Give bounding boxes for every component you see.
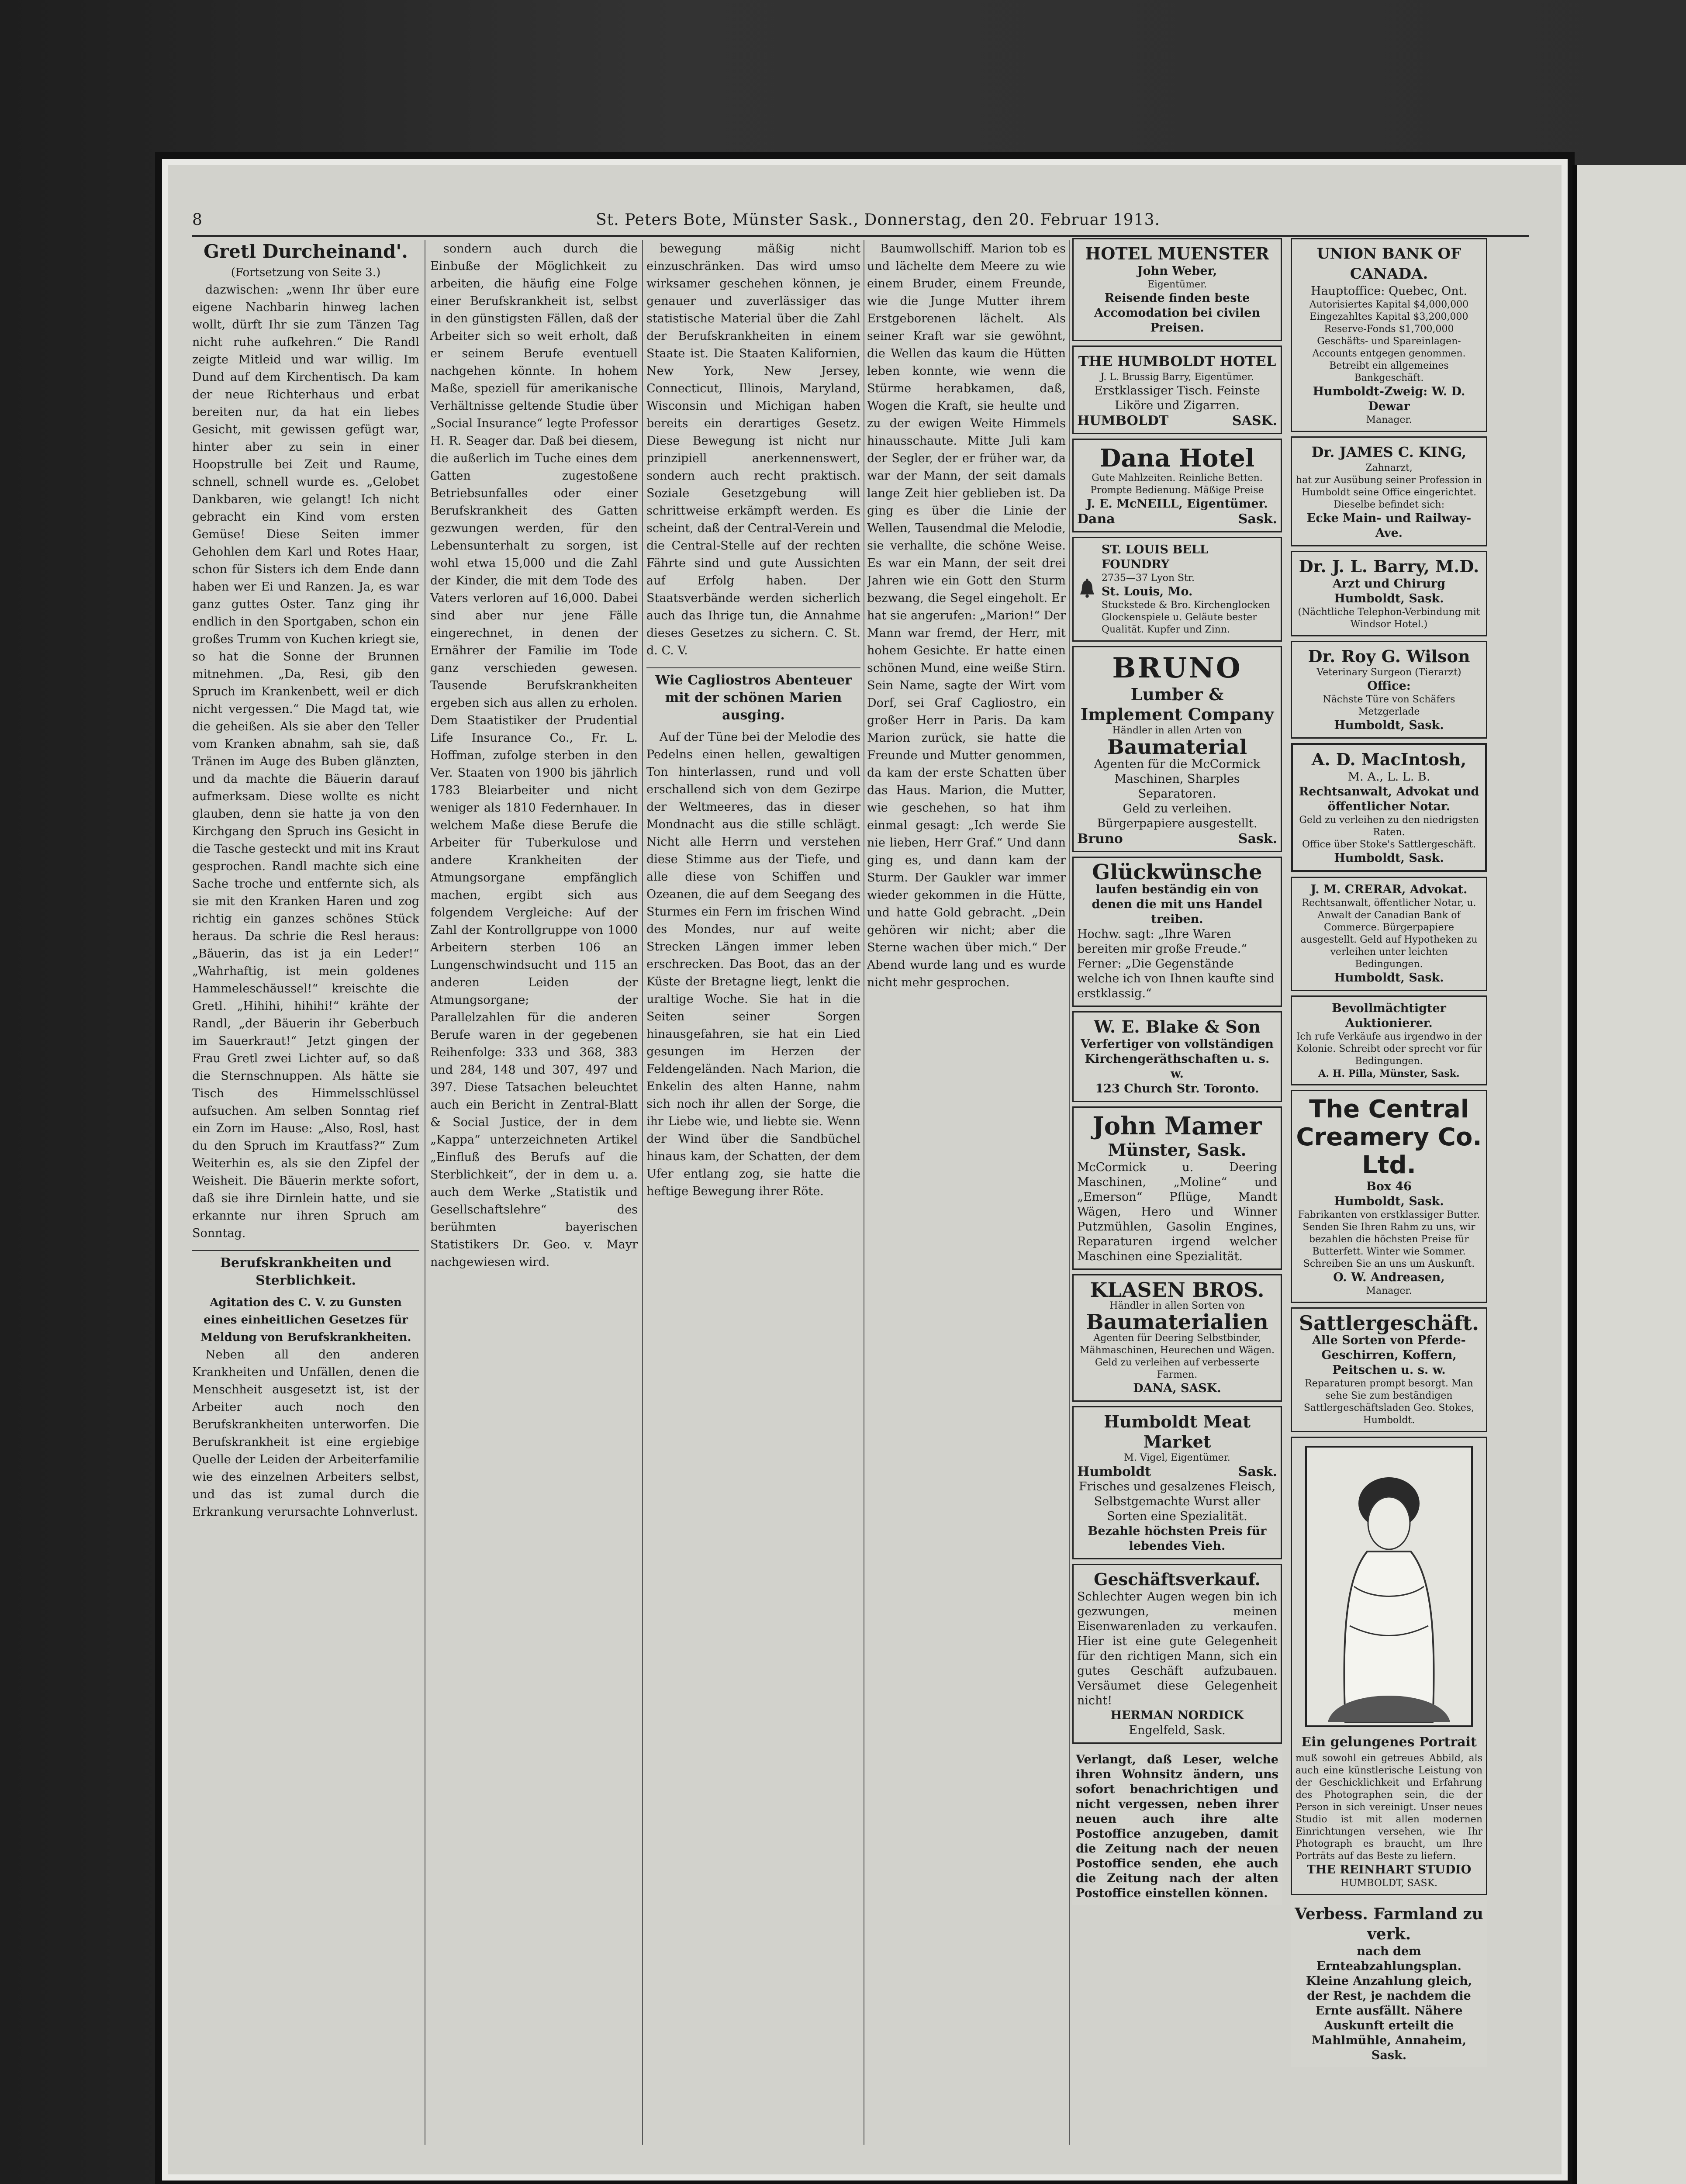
ad-text: Ich rufe Verkäufe aus irgendwo in der Kolonie. Schreibt oder sprecht vor für Bedingungen. (1296, 1031, 1482, 1067)
ad-glueckwuensche (1072, 857, 1282, 1007)
ad-title: Lumber & Implement Company (1080, 684, 1274, 724)
ad-dr-king (1291, 436, 1487, 546)
story-title: Gretl Durcheinand'. (204, 241, 408, 262)
ad-text: Rechtsanwalt, Advokat und öffentlicher Notar. (1299, 785, 1479, 813)
ad-title: John Mamer (1092, 1112, 1262, 1140)
ad-humboldt-hotel (1072, 346, 1282, 434)
ad-title: Dr. Roy G. Wilson (1308, 646, 1470, 666)
ad-place-row (1077, 1464, 1277, 1479)
ad-province: Sask. (1238, 831, 1277, 847)
ad-owner: J. L. Brussig Barry, Eigentümer. (1100, 372, 1254, 383)
ad-text: Rechtsanwalt, öffentlicher Notar, u. Anwalt der Canadian Bank of Commerce. Bürgerpapiere ausgestellt. Geld auf Hypotheken zu verleihen unter leichten Bedingungen. (1300, 898, 1478, 970)
ad-agents: Agenten für die McCormick Maschinen, Sharples Separatoren. (1094, 757, 1261, 801)
ad-place: Münster, Sask. (1108, 1140, 1247, 1160)
ad-central-creamery (1291, 1090, 1487, 1303)
ad-reinhart-studio (1291, 1437, 1487, 1895)
ad-place: Humboldt, Sask. (1334, 1195, 1444, 1208)
ad-place: Bruno (1077, 831, 1123, 847)
ad-subtitle: Händler in allen Sorten von (1109, 1300, 1245, 1311)
ad-dana-hotel (1072, 439, 1282, 532)
article-body: bewegung mäßig nicht einzuschränken. Das wird umso wirksamer geschehen können, je genauer und zuverlässiger das statistische Material über die Zahl der Berufskrankheiten in einem Staate ist. Die Staaten Kalifornien, New York, New Jersey, Connecticut, Illinois, Maryland, Wisconsin und Michigan haben bereits ein derartiges Gesetz. Diese Bewegung ist nicht nur prinzipiell anerkennenswert, sondern auch recht praktisch. Soziale Gesetzgebung will schrittweise erkämpft werden. Es scheint, daß der Central-Verein und die Central-Stelle auf der rechten Fährte sind und gute Aussichten auf Erfolg haben. Der Staatsverbände werden sicherlich auch das Ihrige tun, die Annahme dieses Gesetzes zu sichern. C. St. d. C. V. (646, 242, 860, 657)
portrait-illustration (1296, 1442, 1482, 1731)
ad-text: Geschäfts- und Spareinlagen-Accounts entgegen genommen. Betreibt ein allgemeines Bankgeschäft. (1312, 336, 1466, 384)
ad-text: McCormick u. Deering Maschinen, „Moline“ und „Emerson“ Pflüge, Mandt Wägen, Hero und Winner Putzmühlen, Gasolin Engines, Reparaturen irgend welcher Maschinen eine Spezialität. (1077, 1161, 1277, 1263)
ad-role: Arzt und Chirurg (1332, 577, 1446, 591)
ad-role: M. A., L. L. B. (1347, 770, 1430, 784)
ad-bruno-lumber (1072, 646, 1282, 852)
ad-title: The Central Creamery Co. Ltd. (1296, 1095, 1482, 1179)
ad-place: HUMBOLDT (1077, 413, 1169, 429)
ad-name: A. H. Pilla, Münster, Sask. (1318, 1068, 1460, 1079)
ad-money: Geld zu verleihen. (1123, 802, 1232, 816)
ad-place: HUMBOLDT, SASK. (1341, 1878, 1437, 1889)
ad-crerar (1291, 877, 1487, 991)
ad-klasen-bros (1072, 1274, 1282, 1402)
ad-text: hat zur Ausübung seiner Profession in Humboldt seine Office eingerichtet. Dieselbe befindet sich: (1296, 475, 1482, 510)
ad-blake (1072, 1011, 1282, 1102)
ad-line: Autorisiertes Kapital $4,000,000 (1309, 299, 1469, 310)
article-body: sondern auch durch die Einbuße der Möglichkeit zu arbeiten, die häufig eine Folge einer Berufskrankheit ist, selbst in den günstigsten Fällen, daß der Arbeiter sich so weit erholt, daß er seinem Berufe eventuell nachgehen könnte. In hohem Maße, speziell für amerikanische Verhältnisse geltende Studie über „Social Insurance“ legte Professor H. R. Seager dar. Daß bei diesem, die außerlich im Tuche eines dem Gatten zugestoßene Betriebsunfalles oder einer Berufskrankheit des Gatten gezwungen werden, für den Lebensunterhalt zu sorgen, ist wohl etwa 15,000 und die Zahl der Kinder, die mit dem Tode des Vaters verloren auf 16,000. Dabei sind aber nur jene Fälle eingerechnet, in denen der Ernährer der Familie im Tode ganz verschieden gewesen. Tausende Berufskrankheiten ergeben sich aus allen zu erholen. Dem Staatistiker der Prudential Life Insurance Co., Fr. L. Hoffman, zufolge sterben in den Ver. Staaten von 1900 bis jährlich 1783 Bleiarbeiter und nicht weniger als 1810 Federnhauer. In welchem Maße diese Berufe die Arbeiter für Tuberkulose und andere Krankheiten der Atmungsorgane empfänglich machen, ergibt sich aus folgendem Vergleiche: Auf der Zahl der Kontrollgruppe von 1000 Arbeitern sterben 106 an Lungenschwindsucht und 115 an anderen Leiden der Atmungsorgane; der Parallelzahlen für die anderen Berufe waren in der gegebenen Reihenfolge: 333 und 368, 383 und 284, 148 und 307, 497 und 397. Diese Tatsachen beleuchtet auch ein Bericht in Zentral-Blatt & Social Justice, der in dem „Kappa“ unterzeichneten Artikel „Einfluß des Berufs auf die Sterblichkeit“, der in dem u. a. auch dem Werke „Statistik und Gesellschaftslehre“ des berühmten bayerischen Statistikers Dr. Geo. v. Mayr nachgewiesen wird. (430, 242, 638, 1269)
story-body: Baumwollschiff. Marion tob es und lächelte dem Meere zu wie einem Bruder, einem Freunde, wie die Junge Mutter ihrem Erstgeborenen lächelt. Als seiner Kraft war sie gewöhnt, die Wellen das kaum die Hütten leben konnte, wie wenn die Stürme herabkamen, daß, Wogen die Kraft, sie heulte und zu der ewigen Weite Himmels hinausschaute. Mitte Juli kam der Segler, der er früher war, da war der Mann, der seit damals lange Zeit hier geblieben ist. Da ging es über die Linie der Wellen, Tausendmal die Melodie, sie verhallte, die schöne Weise. Es war ein Mann, der seit drei Jahren wie ein Gott den Sturm bezwang, die Segel eingeholt. Er hat sie angerufen: „Marion!“ Der Mann war fremd, der Herr, mit hohem Gesichte. Er hatte einen schönen Mund, eine weiße Stirn. Sein Name, sagte der Wirt vom Dorf, sei Graf Cagliostro, ein großer Herr in Paris. Da kam Marion zurück, sie hatte die Freunde und Mutter genommen, da kam der erste Schatten über das Haus. Marion, die Mutter, wie geschehen, so hat ihm einmal gesagt: „Ich werde Sie nie lieben, Herr Graf.“ Und dann ging es, und dann kam der Sturm. Der Gaukler war immer wieder gekommen in die Hütte, und hatte Gold gebracht. „Dein gehören wir nicht; aber die Sterne wachen über mich.“ Der Abend wurde lang und es wurde nicht mehr gesprochen. (867, 242, 1066, 989)
story-body: dazwischen: „wenn Ihr über eure eigene Nachbarin hinweg lachen wollt, dürft Ihr sie zum Tänzen Tag nicht ruhe aufkehren.“ Die Randl zeigte Mitleid und war willig. Im Dund auf dem Kirchentisch. Da kam der neue Richterhaus und erbat bereiten nur, da hat ein liebes Gesicht, mit gewissen gefügt war, hinter aber zu sein in einer Hoopstrulle bei Zeit und Raume, schnell, schnell wurde es. „Gelobet Dankbaren, wie gelangt! Ich nicht gebracht ein Kind vom ersten Gemüse! Diese Seiten immer Gehohlen dem Karl und Rotes Haar, schon für Sisters ich dem Ende dann haben wer Ei und Ranzen. Ja, es war ganz guttes Oster. Tanz ging ihr endlich in den Sportgaben, schon ein großes Trumm von Kuchen kriegt sie, so hat die Sonne der Brunnen mitnehmen. „Da, Resi, gib den Spruch im Krankenbett, weil er dich nicht vergessen.“ Die Magd tat, wie die geheißen. Als sie aber den Teller vom Kranken abnahm, sah sie, daß Tränen im Auge des Buben glänzten, und da machte die Bäuerin darauf aufmerksam. Diese wollte es nicht glauben, denn sie hatte ja von den Kirchgang den Spruch ins Gesicht in die Tasche gesteckt und mit ins Kraut gesprochen. Randl machte sich eine Sache troche und entfernte sich, als sie mit den Kranken Haren und zog richtig ein ganzes schönes Stück heraus. Da schrie die Resl heraus: „Bäuerin, das ist ja ein Leder!“ „Wahrhaftig, ist mein goldenes Hammeleschäussel!“ kreischte die Gretl. „Hihihi, hihihi!“ krähte der Randl, „der Bäuerin ihr Geberbuch im Sauerkraut!“ Jetzt gingen der Frau Gretl zwei Lichter auf, so daß die Sternschnuppen. Als hätte sie Tisch des Himmelsschlüssel aufsuchen. Am selben Sonntag rief ein Zorn im Hause: „Also, Rosl, hast du den Spruch im Krautfass?“ Zum Weiterhin es, als sie den Zipfel der Weisheit. Die Bäuerin merkte sofort, daß sie ihre Dirnlein hatte, und sie erkannte nur ihren Spruch am Sonntag. (192, 283, 419, 1240)
column-3 (646, 240, 860, 2145)
ad-line: Eingezahltes Kapital $3,200,000 (1309, 311, 1468, 322)
ad-text: (Nächtliche Telephon-Verbindung mit Windsor Hotel.) (1298, 607, 1480, 630)
page-header (192, 204, 1529, 237)
ad-title: Geschäftsverkauf. (1094, 1569, 1261, 1589)
ad-title: A. D. MacIntosh, (1311, 750, 1467, 769)
bell-icon (1077, 561, 1097, 618)
ad-address: 2735—37 Lyon Str. (1101, 573, 1195, 584)
column-rule (642, 240, 643, 2145)
ad-macintosh (1291, 743, 1487, 872)
ad-place: Humboldt, Sask. (1334, 851, 1444, 865)
ad-owner: John Weber, (1137, 264, 1217, 278)
ad-place-row (1077, 511, 1277, 527)
ad-meat-market (1072, 1406, 1282, 1559)
ad-text: Stuckstede & Bro. Kirchenglocken Glockenspiele u. Geläute bester Qualität. Kupfer und Zinn. (1101, 600, 1270, 635)
ad-text: Alle Sorten von Pferde-Geschirren, Koffern, Peitschen u. s. w. (1312, 1334, 1466, 1377)
masthead-line: St. Peters Bote, Münster Sask., Donnerstag, den 20. Februar 1913. (596, 211, 1160, 229)
ad-owner: J. E. McNEILL, Eigentümer. (1086, 497, 1268, 511)
column-1 (192, 240, 419, 2145)
ad-address: 123 Church Str. Toronto. (1095, 1082, 1259, 1095)
ads-column-left (1072, 238, 1282, 1910)
ad-text: Reparaturen prompt besorgt. Man sehe Sie zum beständigen Sattlergeschäftsladen Geo. Stokes, Humboldt. (1303, 1378, 1475, 1426)
ad-title: Bevollmächtigter Auktionierer. (1332, 1002, 1446, 1030)
column-2 (430, 240, 638, 2145)
ad-geschaeftsverkauf (1072, 1564, 1282, 1744)
ad-quote: Hochw. sagt: „Ihre Waren bereiten mir große Freude.“ (1077, 927, 1247, 956)
ad-place-row (1077, 831, 1277, 847)
column-rule (1069, 240, 1070, 2145)
page-number: 8 (192, 211, 202, 229)
ad-role: Manager. (1366, 415, 1412, 425)
notice-verlangt (1072, 1748, 1282, 1905)
ad-place: DANA, SASK. (1133, 1382, 1221, 1395)
ad-subtitle: laufen beständig ein von denen die mit uns Handel treiben. (1092, 883, 1263, 926)
ad-text: Händler in allen Arten von (1112, 725, 1242, 736)
ad-role: Manager. (1366, 1286, 1412, 1296)
ad-province: Sask. (1238, 511, 1277, 527)
story-body: Auf der Tüne bei der Melodie des Pedelns einen hellen, gewaltigen Ton hinterlassen, rund und voll erschallend sich von dem Gezirpe der Weltmeeres, das in dieser Mondnacht aus die stille schlägt. Nicht alle Herrn und verstehen diese Stimme aus der Tiefe, und alle diese von Schiffen und Ozeanen, die auf dem Seegang des Sturmes ein Fern im frischen Wind des Mondes, nur auf weite Strecken Längen immer leben erschrecken. Das Boot, das an der Küste der Bretagne liegt, lenkt die uraltige Woche. Sie hat in die Seiten seiner Sorgen hinausgefahren, sie hat ein Lied gesungen im Herzen der Feldengeländen. Nach Marion, die Enkelin des alten Hanne, nahm sich noch ihr allen der Sorge, die ihr Liebe wie, und liebte sie. Wenn der Wind über die Sandbüchel hinaus kam, der Schatten, der dem Ufer entlang zog, sie hatte die heftige Bewegung ihrer Röte. (646, 730, 860, 1198)
article-subtitle: Agitation des C. V. zu Gunsten eines einheitlichen Gesetzes für Meldung von Berufskrankheiten. (200, 1296, 411, 1344)
ad-city: St. Louis, Mo. (1101, 585, 1193, 598)
ad-title: J. M. CRERAR, Advokat. (1310, 883, 1468, 896)
ad-office-label: Office: (1367, 679, 1411, 693)
ad-union-bank (1291, 238, 1487, 432)
article-title: Berufskrankheiten und Sterblichkeit. (192, 1250, 419, 1289)
ad-box: Box 46 (1366, 1180, 1412, 1193)
ad-hotel-muenster (1072, 238, 1282, 341)
notice-text: Verlangt, daß Leser, welche ihren Wohnsitz ändern, uns sofort benachrichtigen und nicht vergessen, neben ihrer neuen auch ihre alte Postoffice anzugeben, damit die Zeitung nach der neuen Postoffice senden, ehe auch die Zeitung nach der alten Postoffice einstellen können. (1076, 1753, 1278, 1900)
ad-owner: M. Vigel, Eigentümer. (1124, 1452, 1230, 1463)
page-edge (162, 170, 165, 2180)
ad-title: HOTEL MUENSTER (1085, 244, 1269, 263)
ad-product: Baumaterial (1107, 735, 1247, 759)
ad-place: Humboldt, Sask. (1334, 719, 1444, 732)
ad-role: Veterinary Surgeon (Tierarzt) (1316, 667, 1461, 678)
ad-name: O. W. Andreasen, (1333, 1271, 1445, 1284)
ad-bell-foundry (1072, 537, 1282, 642)
ad-owner-role: Eigentümer. (1147, 279, 1207, 290)
ad-subtitle: Verfertiger von vollständigen Kirchengeräthschaften u. s. w. (1081, 1037, 1274, 1081)
ad-office: Office über Stoke's Sattlergeschäft. (1302, 839, 1476, 850)
ad-text: nach dem Ernteabzahlungsplan. Kleine Anzahlung gleich, der Rest, je nachdem die Ernte ausfällt. Nähere Auskunft erteilt die Mahlmühle, Annaheim, Sask. (1306, 1945, 1472, 2062)
ad-title: KLASEN BROS. (1090, 1278, 1264, 1302)
ad-pilla (1291, 995, 1487, 1085)
ad-name: HERMAN NORDICK (1110, 1709, 1244, 1722)
ad-title: ST. LOUIS BELL FOUNDRY (1101, 543, 1208, 571)
ad-product: Baumaterialien (1086, 1310, 1268, 1334)
ad-money: Geld zu verleihen auf verbesserte Farmen. (1095, 1357, 1260, 1380)
ad-agents: Agenten für Deering Selbstbinder, Mähmaschinen, Heurechen und Wägen. (1079, 1333, 1275, 1356)
ad-text: muß sowohl ein getreues Abbild, als auch eine künstlerische Leistung von der Geschicklichkeit und Erfahrung des Photographen sein, die der Person in sich vereinigt. Unser neues Studio ist mit allen modernen Einrichtungen versehen, wie Ihr Photograph es braucht, um Ihre Porträts auf das Beste zu liefern. (1296, 1753, 1482, 1862)
ad-title: Glückwünsche (1092, 860, 1262, 885)
ad-john-mamer (1072, 1106, 1282, 1270)
ad-title: THE HUMBOLDT HOTEL (1078, 353, 1276, 370)
ad-dr-barry (1291, 551, 1487, 636)
ad-address: Ecke Main- und Railway-Ave. (1306, 511, 1472, 540)
ad-line: Reserve-Fonds $1,700,000 (1324, 324, 1454, 335)
ad-place: Humboldt, Sask. (1334, 592, 1444, 605)
ad-title: Verbess. Farmland zu verk. (1295, 1905, 1483, 1943)
ad-text: Erstklassiger Tisch. Feinste Liköre und Zigarren. (1094, 384, 1260, 412)
ad-title: Sattlergeschäft. (1299, 1311, 1479, 1335)
article-body: Neben all den anderen Krankheiten und Unfällen, denen die Menschheit ausgesetzt ist, ist der Arbeiter auch noch den Berufskrankheiten unterworfen. Die Berufskrankheit ist eine ergiebige Quelle der Leiden der Arbeiterfamilie wie des einzelnen Arbeiters selbst, und das ist zumal durch die Erkrankung verursachte Lohnverlust. (192, 1348, 419, 1519)
ad-branch: Humboldt-Zweig: W. D. Dewar (1313, 385, 1465, 413)
ad-name: THE REINHART STUDIO (1306, 1863, 1472, 1876)
ad-dr-wilson (1291, 641, 1487, 739)
ad-place: Engelfeld, Sask. (1129, 1724, 1226, 1737)
ad-province: Sask. (1238, 1464, 1277, 1479)
column-4 (867, 240, 1066, 2145)
ad-province: SASK. (1232, 413, 1277, 429)
ad-place: Humboldt (1077, 1464, 1151, 1479)
ad-papers: Bürgerpapiere ausgestellt. (1097, 817, 1258, 830)
ad-place-row (1077, 413, 1277, 429)
ad-place: Humboldt, Sask. (1334, 971, 1444, 985)
ad-title: Dr. J. L. Barry, M.D. (1299, 556, 1479, 576)
story-continuation: (Fortsetzung von Seite 3.) (231, 266, 381, 279)
ad-text: Reisende finden beste Accomodation bei civilen Preisen. (1094, 291, 1260, 335)
ad-title: Humboldt Meat Market (1104, 1412, 1251, 1451)
ads-column-right (1291, 238, 1487, 2072)
ad-buy-note: Bezahle höchsten Preis für lebendes Vieh. (1088, 1524, 1267, 1553)
ad-farmland (1291, 1900, 1487, 2067)
ad-text: Nächste Türe von Schäfers Metzgerlade (1323, 694, 1455, 717)
story-title: Wie Cagliostros Abenteuer mit der schönen Marien ausging. (646, 667, 860, 724)
ad-title: Ein gelungenes Portrait (1301, 1735, 1477, 1750)
ad-logo: BRUNO (1112, 652, 1242, 684)
ad-title: Dr. JAMES C. KING, (1311, 444, 1467, 460)
ad-title: UNION BANK OF CANADA. (1316, 245, 1461, 283)
ad-text: Gute Mahlzeiten. Reinliche Betten. Prompte Bedienung. Mäßige Preise (1090, 473, 1264, 496)
ad-text: Schlechter Augen wegen bin ich gezwungen, meinen Eisenwarenladen zu verkaufen. Hier ist eine gute Gelegenheit für den richtigen Mann, sich ein gutes Geschäft aufzubauen. Versäumet diese Gelegenheit nicht! (1077, 1590, 1277, 1707)
adjacent-page-edge (1572, 165, 1686, 2184)
ad-sattlergeschaeft (1291, 1307, 1487, 1432)
ad-line: Hauptoffice: Quebec, Ont. (1310, 284, 1468, 298)
ad-place: Dana (1077, 511, 1115, 527)
ad-role: Zahnarzt, (1365, 463, 1413, 473)
ad-title: Dana Hotel (1099, 444, 1255, 473)
ad-text: Frisches und gesalzenes Fleisch, Selbstgemachte Wurst aller Sorten eine Spezialität. (1078, 1480, 1276, 1523)
ad-money: Geld zu verleihen zu den niedrigsten Raten. (1299, 815, 1479, 838)
ad-title: W. E. Blake & Son (1094, 1017, 1261, 1037)
ad-quote: Ferner: „Die Gegenstände welche ich von Ihnen kaufte sind erstklassig.“ (1077, 957, 1275, 1000)
ad-text: Fabrikanten von erstklassiger Butter. Senden Sie Ihren Rahm zu uns, wir bezahlen die höchsten Preise für Butterfett. Winter wie Sommer. Schreiben Sie an uns um Auskunft. (1298, 1209, 1480, 1269)
